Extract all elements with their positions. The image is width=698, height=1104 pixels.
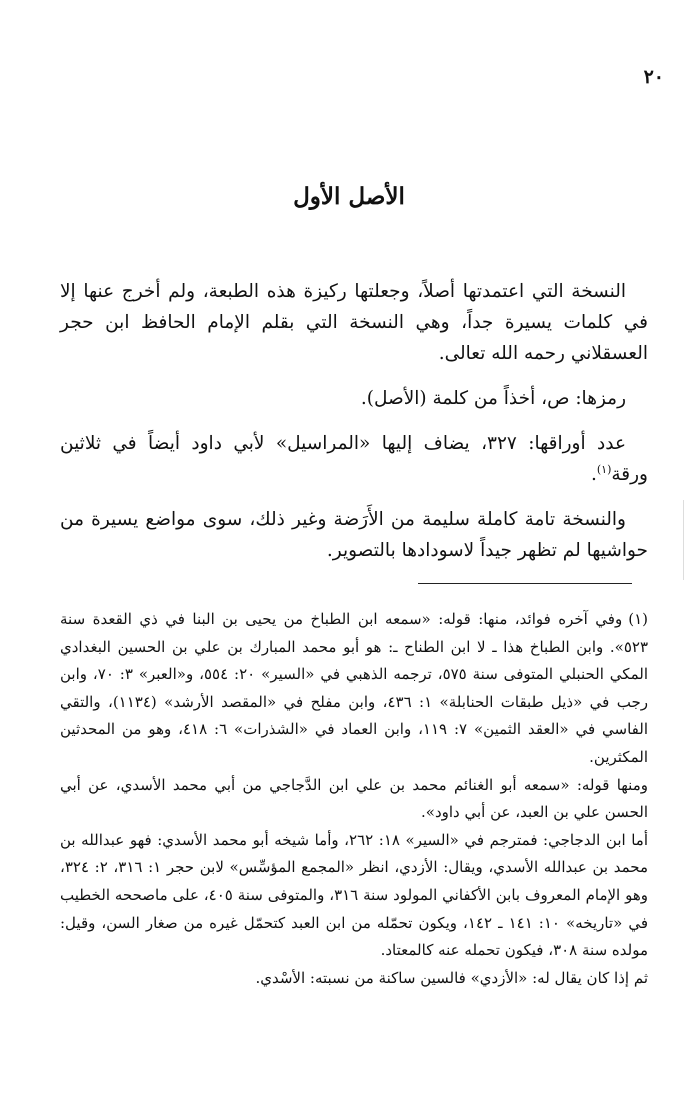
footnote-paragraph-3: أما ابن الدجاجي: فمترجم في «السير» ١٨: ٢٦٢، وأما شيخه أبو محمد الأسدي: فهو عبدالله بن محمد بن عبدالله الأسدي، ويقال: الأزدي، انظر «المجمع المؤسِّس» لابن حجر ١: ٣١٦، ٢: ٣٢٤، وهو الإمام المعروف بابن الأكفاني المولود سنة ٣١٦، والمتوفى سنة ٤٠٥، على ماصححه الخطيب في «تاريخه» ١٠: ١٤١ ـ ١٤٢، ويكون تحمّله من ابن العبد كتحمّل غيره من صغار السن، وقيل: مولده سنة ٣٠٨، فيكون تحمله عنه كالمعتاد. <box>60 830 649 960</box>
paragraph-original-copy: النسخة التي اعتمدتها أصلاً، وجعلتها ركيزة هذه الطبعة، ولم أخرج عنها إلا في كلمات يسيرة جداً، وهي النسخة التي بقلم الإمام الحافظ ابن حجر العسقلاني رحمه الله تعالى. <box>60 281 648 364</box>
footnote-paragraph-2: ومنها قوله: «سمعه أبو الغنائم محمد بن علي ابن الدَّجاجي من أبي محمد الأسدي، عن أبي الحسن علي بن العبد، عن أبي داود». <box>60 775 648 822</box>
footnote-paragraph-4: ثم إذا كان يقال له: «الأزدي» فالسين ساكنة من نسبته: الأسْدي. <box>255 968 648 987</box>
footnote-reference[interactable]: (١) <box>596 462 612 476</box>
scan-edge-line <box>683 500 684 580</box>
leaf-count-text: عدد أوراقها: ٣٢٧، يضاف إليها «المراسيل» لأبي داود أيضاً في ثلاثين ورقة <box>60 433 648 485</box>
paragraph-symbol: رمزها: ص، أخذاً من كلمة (الأصل). <box>360 388 626 409</box>
section-heading: الأصل الأول <box>293 183 405 210</box>
footnote-divider <box>418 583 632 584</box>
page-number: ٢٠ <box>643 66 664 88</box>
footnote-1-text: وفي آخره فوائد، منها: قوله: «سمعه ابن الطباخ من يحيى بن البنا في ذي القعدة سنة ٥٢٣». وابن الطباخ هذا ـ لا ابن الطناح ـ: هو أبو محمد المبارك بن علي بن الحسين البغدادي المكي الحنبلي المتوفى سنة ٥٧٥، ترجمه الذهبي في «السير» ٢٠: ٥٥٤، و«العبر» ٣: ٧٠، وابن رجب في «ذيل طبقات الحنابلة» ١: ٤٣٦، وابن مفلح في «المقصد الأرشد» (١١٣٤)، والتقي الفاسي في «العقد الثمين» ٧: ١١٩، وابن العماد في «الشذرات» ٦: ٤١٨، وهو من المحدثين المكثرين. <box>60 610 648 766</box>
paragraph-leaf-count: عدد أوراقها: ٣٢٧، يضاف إليها «المراسيل» لأبي داود أيضاً في ثلاثين ورقة$^{(١)}$. <box>60 433 648 485</box>
footnote-marker: (١) <box>628 610 648 628</box>
main-text <box>60 276 648 580</box>
footnote-1 <box>60 606 648 772</box>
footnotes <box>60 606 648 992</box>
paragraph-condition: والنسخة تامة كاملة سليمة من الأَرَضة وغير ذلك، سوى مواضع يسيرة من حواشيها لم تظهر جيداً لاسودادها بالتصوير. <box>60 509 648 561</box>
